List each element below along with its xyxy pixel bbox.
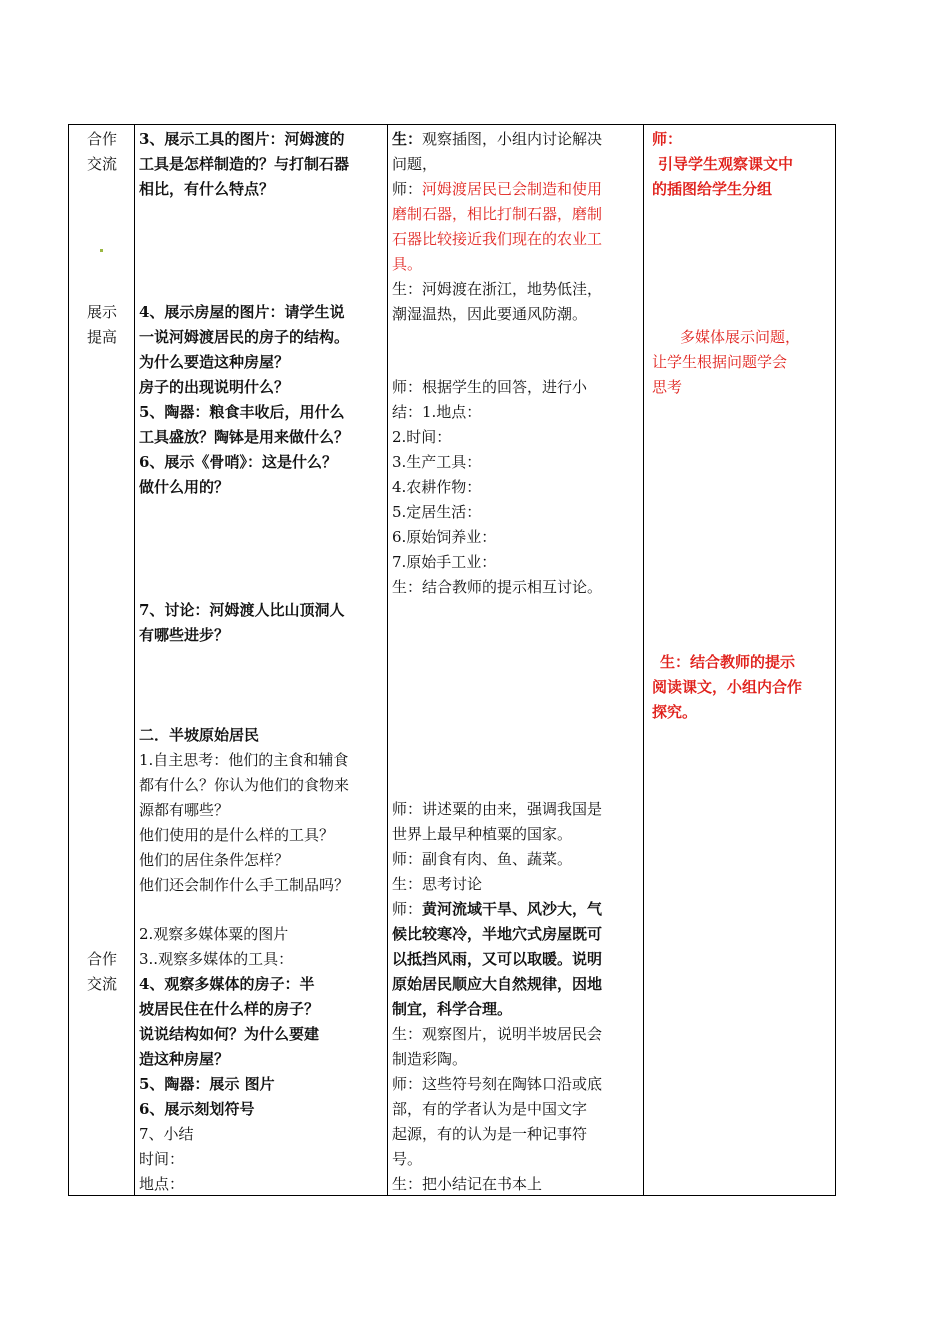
content-line: 一说河姆渡居民的房子的结构。 xyxy=(139,328,350,346)
activity-line: 7.原始手工业： xyxy=(392,553,497,571)
notes-line: 思考 xyxy=(652,378,683,396)
notes-line: 探究。 xyxy=(652,703,698,721)
activity-line: 部，有的学者认为是中国文字 xyxy=(392,1100,588,1118)
activity-line: 师：这些符号刻在陶钵口沿或底 xyxy=(392,1075,603,1093)
content-line: 工具是怎样制造的？与打制石器 xyxy=(139,155,350,173)
content-line: 7、小结 xyxy=(139,1125,194,1143)
content-line: 地点： xyxy=(139,1175,185,1193)
content-line: 房子的出现说明什么？ xyxy=(139,378,290,396)
content-line: 3..观察多媒体的工具： xyxy=(139,950,294,968)
activity-line: 具。 xyxy=(392,255,423,273)
notes-column xyxy=(644,125,836,1196)
student-prefix: 生： xyxy=(392,130,423,148)
activity-line: 石器比较接近我们现在的农业工 xyxy=(392,230,603,248)
activity-line: 生：把小结记在书本上 xyxy=(392,1175,543,1193)
activity-line: 磨制石器，相比打制石器，磨制 xyxy=(392,205,603,223)
content-line: 造这种房屋？ xyxy=(139,1050,230,1068)
content-line: 4、展示房屋的图片：请学生说 xyxy=(139,303,345,321)
lesson-plan-table xyxy=(68,124,836,1196)
notes-label: 师： xyxy=(652,130,683,148)
activity-line: 生：观察图片，说明半坡居民会 xyxy=(392,1025,603,1043)
activity-line: 3.生产工具： xyxy=(392,453,482,471)
content-line: 他们还会制作什么手工制品吗？ xyxy=(139,876,350,894)
activity-line: 起源，有的认为是一种记事符 xyxy=(392,1125,588,1143)
activity-line: 6.原始饲养业： xyxy=(392,528,497,546)
content-line: 他们使用的是什么样的工具？ xyxy=(139,826,335,844)
activity-line: 以抵挡风雨，又可以取暖。说明 xyxy=(392,950,603,968)
activity-line: 5.定居生活： xyxy=(392,503,482,521)
content-line: 为什么要造这种房屋？ xyxy=(139,353,290,371)
decorative-dot xyxy=(100,249,103,252)
activity-line: 号。 xyxy=(392,1150,423,1168)
teacher-prefix: 师： xyxy=(392,900,423,918)
section-heading: 二．半坡原始居民 xyxy=(139,726,260,744)
stage-label: 合作 xyxy=(86,130,117,148)
stage-label: 交流 xyxy=(86,155,117,173)
content-line: 都有什么？你认为他们的食物来 xyxy=(139,776,350,794)
activity-text: 黄河流域干旱、风沙大，气 xyxy=(422,900,603,918)
activity-line: 潮湿温热，因此要通风防潮。 xyxy=(392,305,588,323)
notes-line: 让学生根据问题学会 xyxy=(652,353,788,371)
notes-line: 生：结合教师的提示 xyxy=(660,653,796,671)
notes-line: 的插图给学生分组 xyxy=(652,180,773,198)
activity-column xyxy=(388,125,644,1196)
stage-label: 展示 xyxy=(86,303,117,321)
activity-line: 原始居民顺应大自然规律，因地 xyxy=(392,975,603,993)
content-line: 5、陶器：粮食丰收后，用什么 xyxy=(139,403,345,421)
activity-line xyxy=(392,897,602,922)
content-line: 5、陶器：展示 图片 xyxy=(139,1075,275,1093)
content-column xyxy=(135,125,388,1196)
activity-line: 生：思考讨论 xyxy=(392,875,483,893)
content-line: 6、展示《骨哨》：这是什么？ xyxy=(139,453,337,471)
content-line: 3、展示工具的图片：河姆渡的 xyxy=(139,130,345,148)
activity-text: 河姆渡居民已会制造和使用 xyxy=(422,180,603,198)
activity-line: 生：河姆渡在浙江，地势低洼， xyxy=(392,280,603,298)
content-line: 6、展示刻划符号 xyxy=(139,1100,255,1118)
content-line: 有哪些进步？ xyxy=(139,626,230,644)
activity-line: 生：结合教师的提示相互讨论。 xyxy=(392,578,603,596)
teacher-prefix: 师： xyxy=(392,180,423,198)
content-line: 7、讨论：河姆渡人比山顶洞人 xyxy=(139,601,345,619)
notes-line: 阅读课文，小组内合作 xyxy=(652,678,803,696)
activity-text: 观察插图，小组内讨论解决 xyxy=(422,130,603,148)
stage-label: 合作 xyxy=(86,950,117,968)
activity-line: 候比较寒冷，半地穴式房屋既可 xyxy=(392,925,603,943)
stage-label: 提高 xyxy=(86,328,117,346)
content-line: 2.观察多媒体粟的图片 xyxy=(139,925,289,943)
activity-line: 2.时间： xyxy=(392,428,452,446)
content-line: 相比，有什么特点？ xyxy=(139,180,275,198)
activity-line: 制宜，科学合理。 xyxy=(392,1000,513,1018)
stage-label: 交流 xyxy=(86,975,117,993)
activity-line: 问题， xyxy=(392,155,438,173)
activity-line xyxy=(392,127,602,152)
notes-line: 多媒体展示问题， xyxy=(680,328,801,346)
content-line: 他们的居住条件怎样？ xyxy=(139,851,290,869)
activity-line xyxy=(392,177,602,202)
activity-line: 师：讲述粟的由来，强调我国是 xyxy=(392,800,603,818)
content-line: 说说结构如何？为什么要建 xyxy=(139,1025,320,1043)
notes-line: 引导学生观察课文中 xyxy=(658,155,794,173)
activity-line: 师：根据学生的回答，进行小 xyxy=(392,378,588,396)
content-line: 4、观察多媒体的房子：半 xyxy=(139,975,315,993)
activity-line: 世界上最早种植粟的国家。 xyxy=(392,825,573,843)
stage-column xyxy=(69,125,135,1196)
content-line: 1.自主思考：他们的主食和辅食 xyxy=(139,751,349,769)
activity-line: 结：1.地点： xyxy=(392,403,482,421)
content-line: 工具盛放？陶钵是用来做什么？ xyxy=(139,428,350,446)
content-line: 做什么用的？ xyxy=(139,478,230,496)
activity-line: 制造彩陶。 xyxy=(392,1050,468,1068)
activity-line: 4.农耕作物： xyxy=(392,478,482,496)
content-line: 时间： xyxy=(139,1150,185,1168)
content-line: 坡居民住在什么样的房子？ xyxy=(139,1000,320,1018)
activity-line: 师：副食有肉、鱼、蔬菜。 xyxy=(392,850,573,868)
content-line: 源都有哪些？ xyxy=(139,801,230,819)
